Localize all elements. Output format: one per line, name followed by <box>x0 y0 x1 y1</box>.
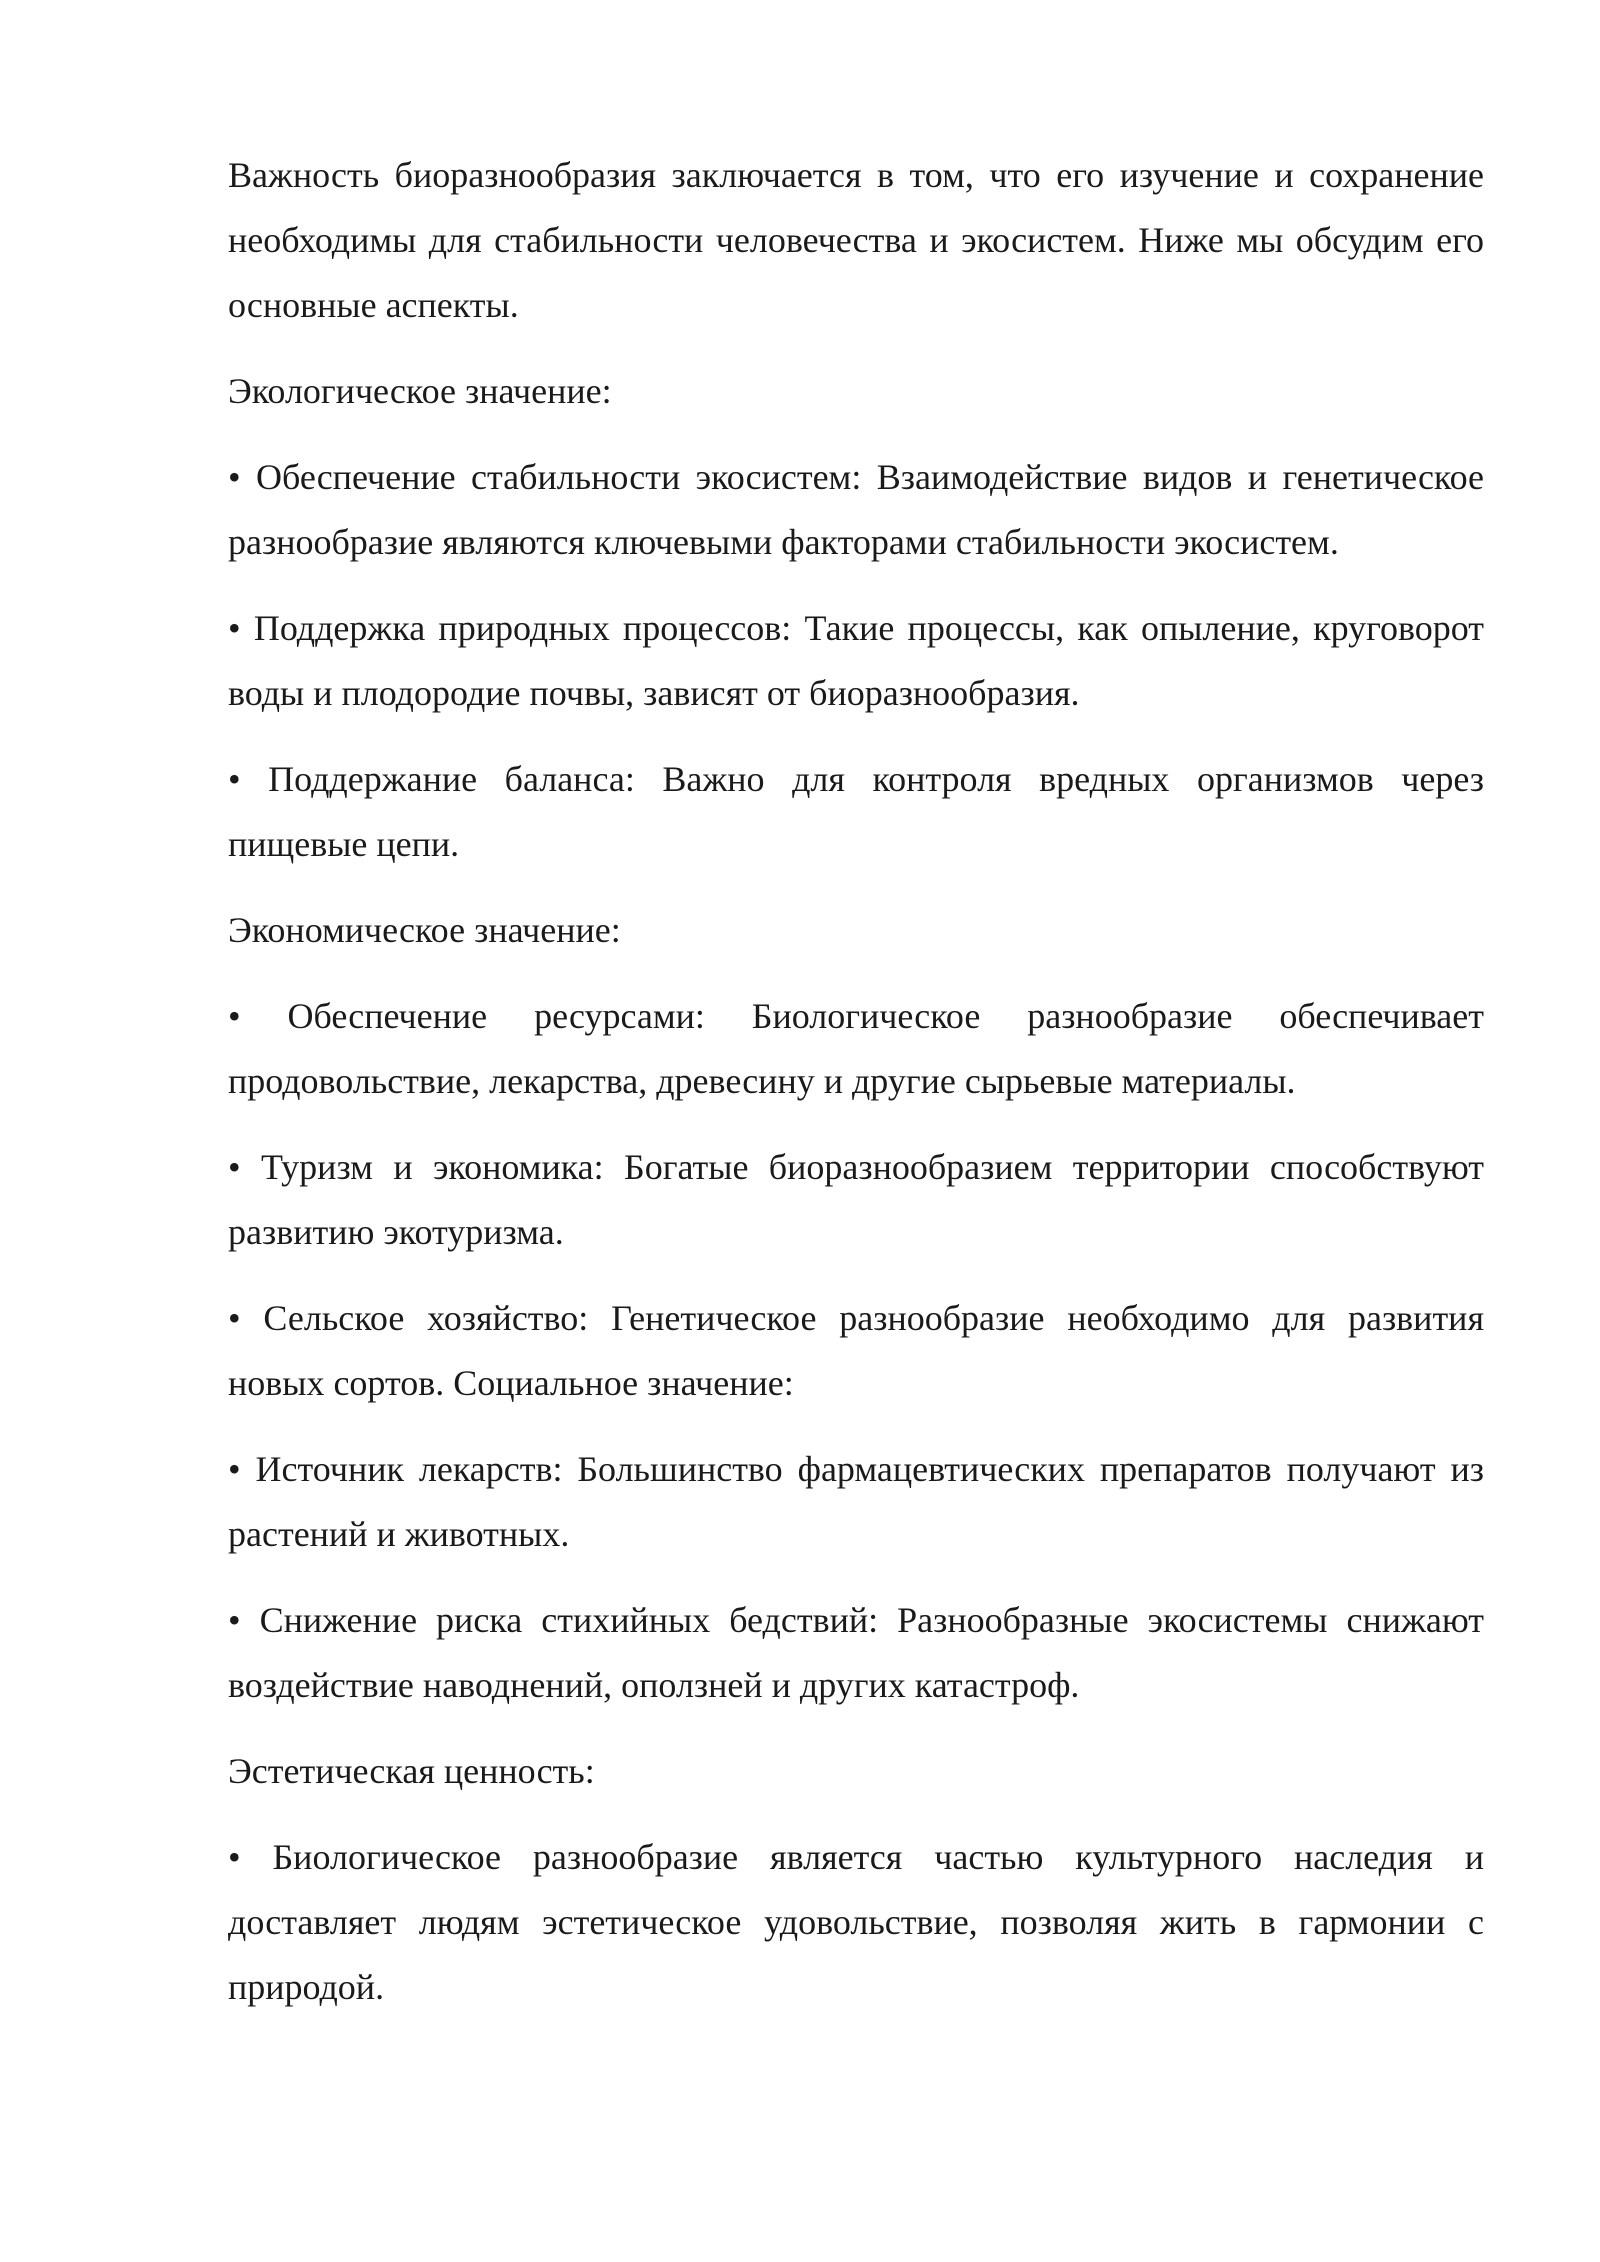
list-item: • Поддержка природных процессов: Такие процессы, как опыление, круговорот воды и плодородие почвы, зависят от биоразнообразия. <box>228 608 1484 713</box>
list-item: • Туризм и экономика: Богатые биоразнообразием территории способствуют развитию экотуризма. <box>228 1147 1484 1252</box>
section-heading-economic: Экономическое значение: <box>228 910 621 950</box>
section-heading-aesthetic: Эстетическая ценность: <box>228 1751 595 1791</box>
list-item: • Биологическое разнообразие является частью культурного наследия и доставляет людям эстетическое удовольствие, позволяя жить в гармонии с природой. <box>228 1837 1484 2007</box>
document-body <box>228 143 1484 2041</box>
list-item: • Поддержание баланса: Важно для контроля вредных организмов через пищевые цепи. <box>228 759 1484 864</box>
section-heading-ecological: Экологическое значение: <box>228 371 612 411</box>
intro-paragraph: Важность биоразнообразия заключается в том, что его изучение и сохранение необходимы для стабильности человечества и экосистем. Ниже мы обсудим его основные аспекты. <box>228 155 1484 325</box>
list-item: • Сельское хозяйство: Генетическое разнообразие необходимо для развития новых сортов. Социальное значение: <box>228 1298 1484 1403</box>
list-item: • Обеспечение стабильности экосистем: Взаимодействие видов и генетическое разнообразие являются ключевыми факторами стабильности экосистем. <box>228 457 1484 562</box>
list-item: • Источник лекарств: Большинство фармацевтических препаратов получают из растений и животных. <box>228 1449 1484 1554</box>
list-item: • Снижение риска стихийных бедствий: Разнообразные экосистемы снижают воздействие наводнений, оползней и других катастроф. <box>228 1600 1484 1705</box>
list-item: • Обеспечение ресурсами: Биологическое разнообразие обеспечивает продовольствие, лекарства, древесину и другие сырьевые материалы. <box>228 996 1484 1101</box>
